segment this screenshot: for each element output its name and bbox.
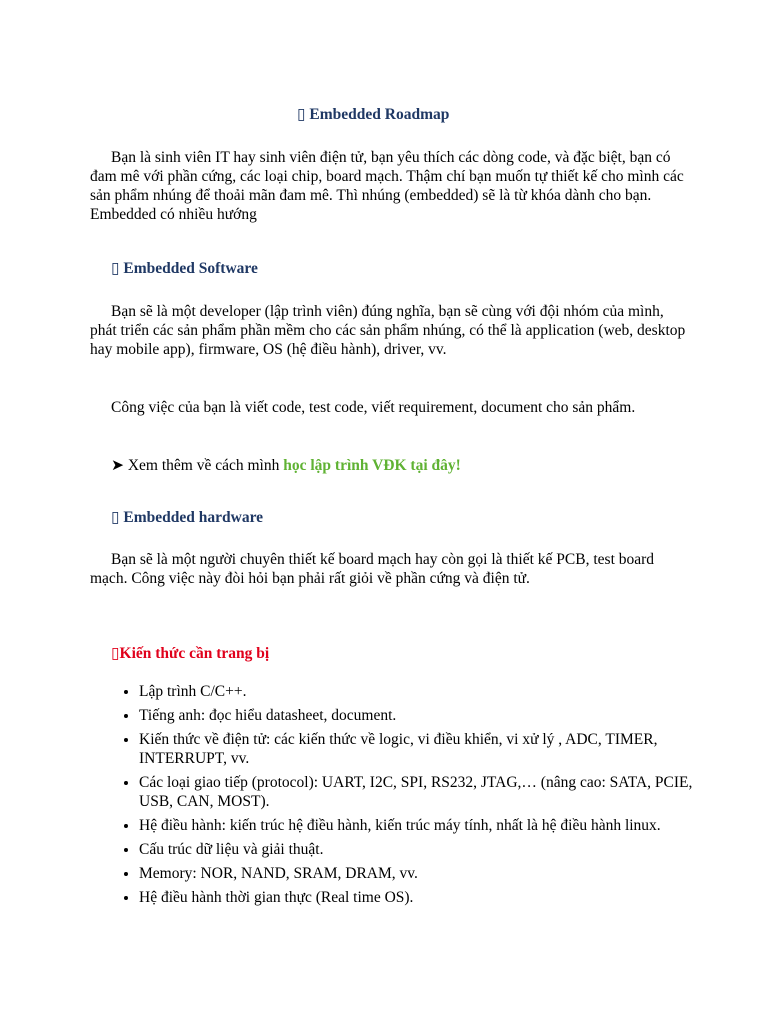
software-paragraph-1 [90,302,690,359]
see-more-line [90,456,690,475]
list-item: • Cấu trúc dữ liệu và giải thuật. [139,840,729,859]
list-item: • Tiếng anh: đọc hiểu datasheet, document. [139,706,729,725]
knowledge-list [90,682,729,912]
list-item: • Hệ điều hành thời gian thực (Real time OS). [139,888,729,907]
list-item: • Các loại giao tiếp (protocol): UART, I2C, SPI, RS232, JTAG,… (nâng cao: SATA, PCIE, USB, CAN, MOST). [139,773,729,811]
see-more-prefix: ➤ Xem thêm về cách mình [111,457,284,474]
software-paragraph-2 [90,398,690,417]
list-item: • Kiến thức về điện tử: các kiến thức về logic, vi điều khiển, vi xử lý , ADC, TIMER, INTERRUPT, vv. [139,730,729,768]
list-item: • Memory: NOR, NAND, SRAM, DRAM, vv. [139,864,729,883]
list-item: • Hệ điều hành: kiến trúc hệ điều hành, kiến trúc máy tính, nhất là hệ điều hành linux. [139,816,729,835]
software-text-1: Bạn sẽ là một developer (lập trình viên) đúng nghĩa, bạn sẽ cùng với đội nhóm của mình, phát triển các sản phẩm phần mềm cho các sản phẩm nhúng, có thể là application (web, desktop hay mobile app), firmware, OS (hệ điều hành), driver, vv. [90,303,686,358]
see-more-link[interactable]: học lập trình VĐK tại đây! [283,457,461,474]
software-heading: ▯ Embedded Software [111,260,258,277]
intro-text: Bạn là sinh viên IT hay sinh viên điện tử, bạn yêu thích các dòng code, và đặc biệt, bạn có đam mê với phần cứng, các loại chip, board mạch. Thậm chí bạn muốn tự thiết kế cho mình các sản phẩm nhúng để thoải mãn đam mê. Thì nhúng (embedded) sẽ là từ khóa dành cho bạn. Embedded có nhiều hướng [90,149,684,223]
software-text-2: Công việc của bạn là viết code, test code, viết requirement, document cho sản phẩm. [111,399,636,416]
hardware-text: Bạn sẽ là một người chuyên thiết kế board mạch hay còn gọi là thiết kế PCB, test board mạch. Công việc này đòi hỏi bạn phải rất giỏi về phần cứng và điện tử. [90,551,655,587]
intro-paragraph [90,148,690,224]
list-item: • Lập trình C/C++. [139,682,729,701]
hardware-paragraph [90,550,690,588]
hardware-heading: ▯ Embedded hardware [111,509,264,526]
knowledge-heading: ▯Kiến thức cần trang bị [111,645,270,662]
page-title: ▯ Embedded Roadmap [297,106,450,123]
